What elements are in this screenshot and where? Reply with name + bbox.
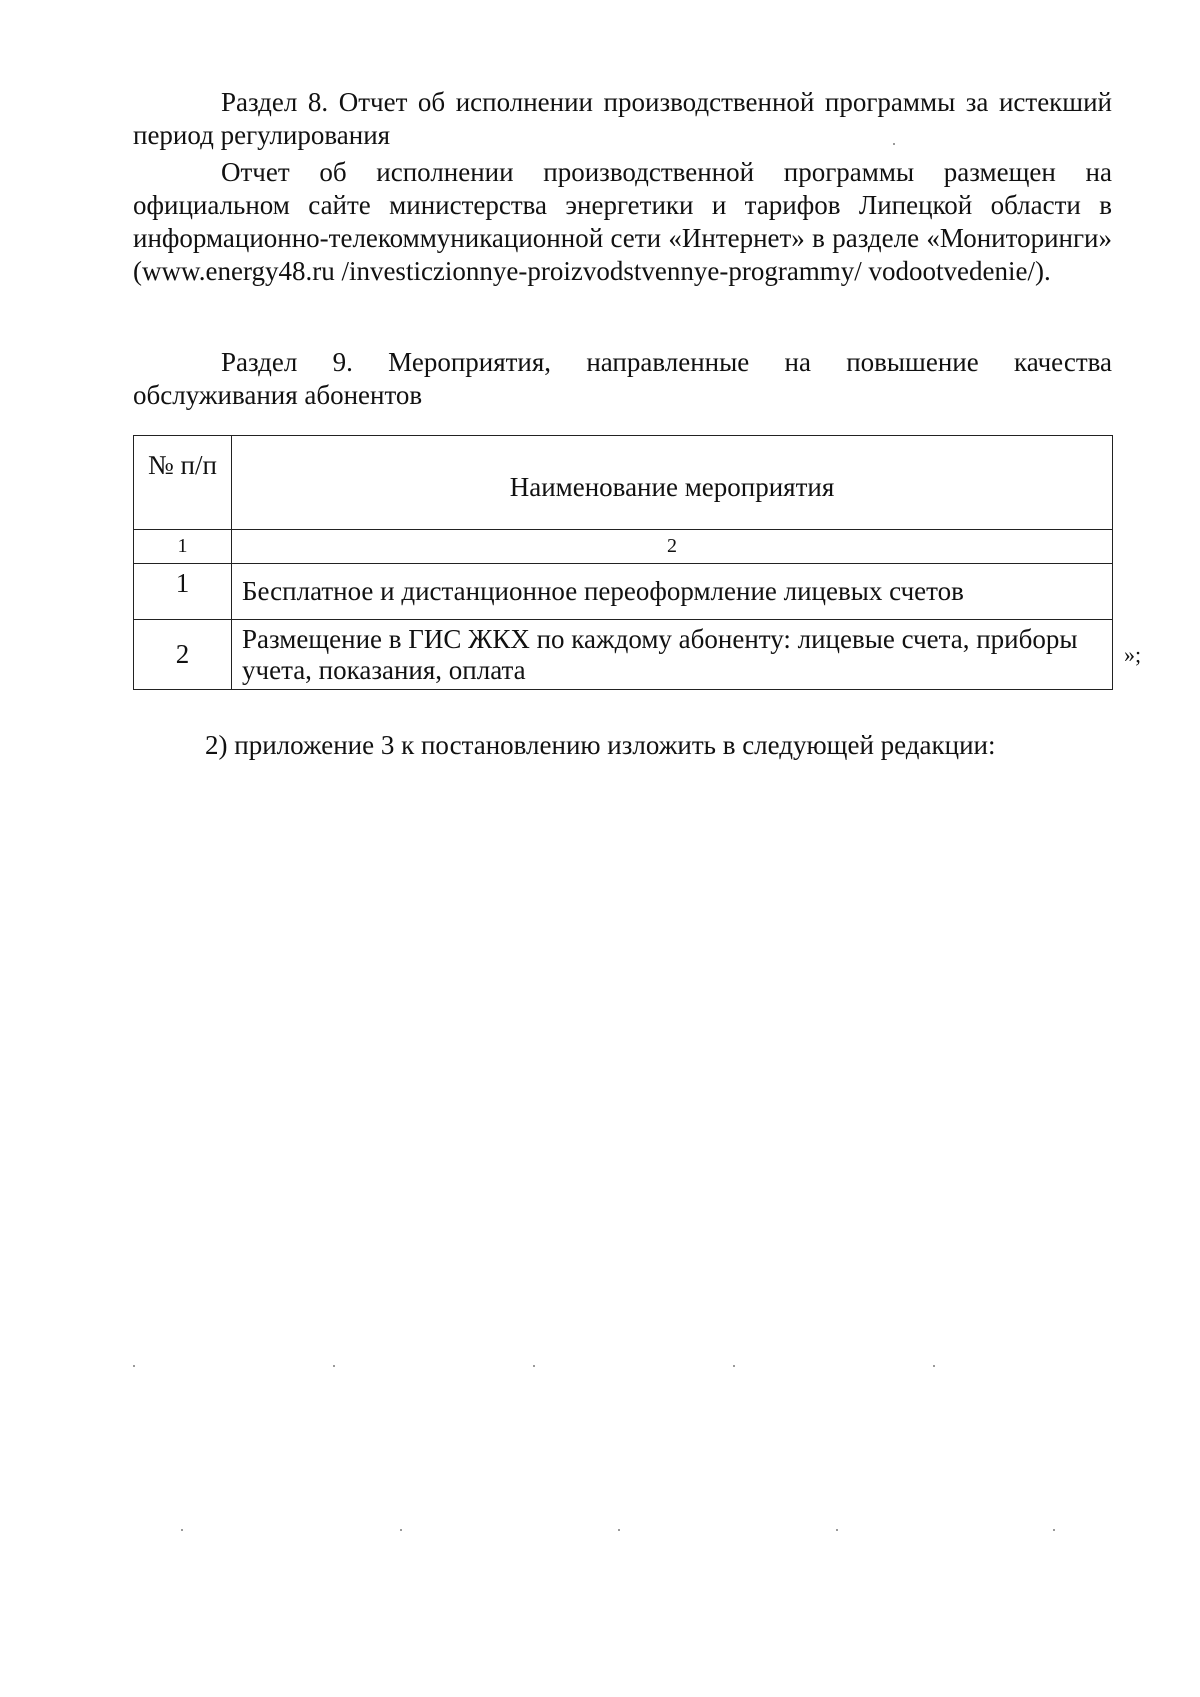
- scan-speck: [893, 143, 895, 145]
- header-number: № п/п: [134, 436, 232, 530]
- scan-speck: [181, 1529, 183, 1531]
- closing-quote: »;: [1124, 642, 1142, 667]
- table-header-row: [134, 436, 1113, 530]
- header-name: Наименование мероприятия: [232, 436, 1113, 530]
- scan-speck: [733, 1365, 735, 1367]
- scan-speck: [133, 1365, 135, 1367]
- row-number: 2: [134, 620, 232, 690]
- scan-speck: [1053, 1529, 1055, 1531]
- scan-speck: [400, 1529, 402, 1531]
- scan-speck: [933, 1365, 935, 1367]
- item-2-text: 2) приложение 3 к постановлению изложить в следующей редакции:: [205, 730, 996, 760]
- scan-speck: [618, 1529, 620, 1531]
- table-column-numbers-row: [134, 530, 1113, 564]
- row-number: 1: [134, 564, 232, 620]
- scan-speck: [333, 1365, 335, 1367]
- scan-speck: [836, 1529, 838, 1531]
- table-row: [134, 620, 1113, 690]
- section-8-heading: Раздел 8. Отчет об исполнении производственной программы за истекший период регулирования: [133, 87, 1112, 150]
- column-number-1: 1: [134, 530, 232, 564]
- section-8-text: Отчет об исполнении производственной программы размещен на официальном сайте министерства энергетики и тарифов Липецкой области в информационно-телекоммуникационной сети «Интернет» в разделе «Мониторинги» (www.energy48.ru /investiczionnye-proizvodstvennye-programmy/ vodootvedenie/).: [133, 157, 1112, 286]
- section-9-heading: Раздел 9. Мероприятия, направленные на повышение качества обслуживания абонентов: [133, 347, 1112, 410]
- measures-table: [133, 435, 1113, 690]
- row-name: Размещение в ГИС ЖКХ по каждому абоненту: лицевые счета, приборы учета, показания, оплата: [232, 620, 1113, 690]
- column-number-2: 2: [232, 530, 1113, 564]
- table-row: [134, 564, 1113, 620]
- scan-speck: [533, 1365, 535, 1367]
- row-name: Бесплатное и дистанционное переоформление лицевых счетов: [232, 564, 1113, 620]
